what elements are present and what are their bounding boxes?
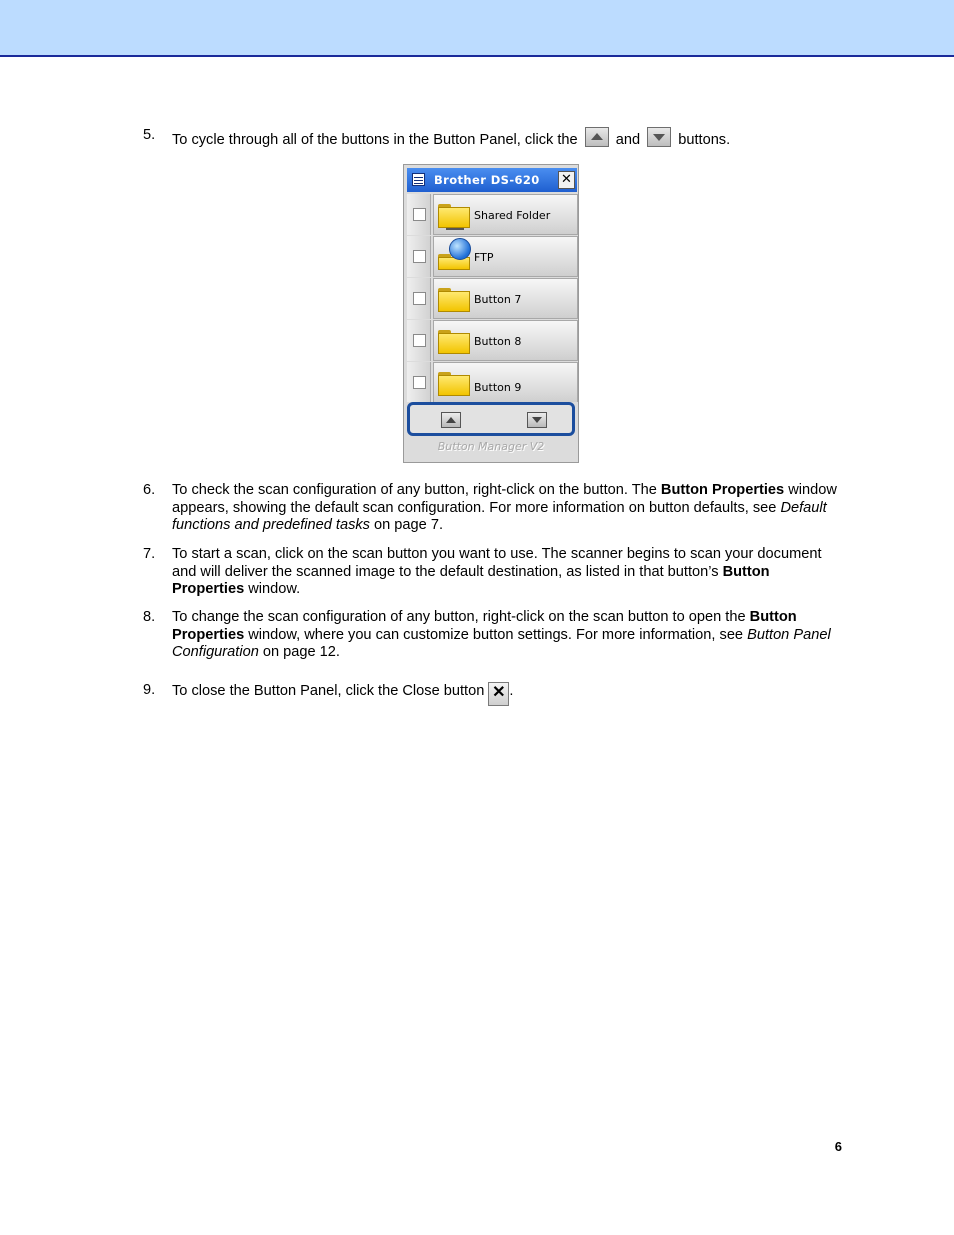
page-header-band (0, 0, 954, 57)
checkbox-cell (407, 320, 431, 361)
step-text: . (509, 683, 514, 699)
scan-button-7[interactable] (433, 278, 578, 319)
close-button[interactable]: ✕ (558, 171, 575, 189)
button-label: Button 8 (474, 335, 522, 348)
panel-button-row (407, 362, 578, 402)
shared-folder-icon (438, 204, 470, 228)
scan-button-8[interactable] (433, 320, 578, 361)
step-6 (143, 482, 843, 535)
step-text: buttons. (678, 132, 731, 148)
folder-icon (438, 330, 470, 354)
scroll-down-button[interactable] (527, 412, 547, 428)
checkbox-cell (407, 236, 431, 277)
panel-button-row (407, 194, 578, 236)
panel-title: Brother DS-620 (434, 173, 540, 187)
step-text: window appears, showing the default scan configuration. For more information on button defaults, see (172, 482, 837, 516)
scroll-up-button[interactable] (441, 412, 461, 428)
page-number: 6 (834, 1139, 842, 1154)
button-checkbox[interactable] (413, 208, 426, 221)
panel-footer-label: Button Manager V2 (437, 440, 545, 453)
up-arrow-icon (446, 417, 456, 423)
button-checkbox[interactable] (413, 334, 426, 347)
scroll-buttons-highlight (407, 402, 575, 436)
folder-icon (438, 288, 470, 312)
checkbox-cell (407, 278, 431, 319)
button-label: Button 7 (474, 293, 522, 306)
emphasis: Button Properties (172, 563, 770, 597)
button-checkbox[interactable] (413, 292, 426, 305)
button-checkbox[interactable] (413, 250, 426, 263)
step-8 (143, 609, 843, 662)
step-7 (143, 546, 843, 599)
step-text: on page 7. (369, 517, 444, 533)
step-text: on page 12. (258, 644, 340, 660)
step-number: 5. (143, 127, 156, 143)
button-label: Button 9 (474, 381, 522, 394)
panel-button-row (407, 278, 578, 320)
cross-reference: Button Panel Configuration (172, 626, 831, 660)
step-text: To change the scan configuration of any button, right-click on the scan button to open the (172, 609, 750, 625)
down-arrow-button-icon (647, 127, 671, 147)
emphasis: Button Properties (660, 482, 785, 498)
step-text: To check the scan configuration of any button, right-click on the button. The (172, 482, 661, 498)
step-text: To close the Button Panel, click the Close button (172, 683, 485, 699)
checkbox-cell (407, 362, 431, 402)
down-arrow-icon (532, 417, 542, 423)
checkbox-cell (407, 194, 431, 235)
panel-button-row (407, 236, 578, 278)
scan-button-9[interactable] (433, 362, 578, 402)
button-checkbox[interactable] (413, 376, 426, 389)
cross-reference: Default functions and predefined tasks (172, 499, 827, 533)
up-arrow-button-icon (585, 127, 609, 147)
step-number: 6. (143, 482, 156, 498)
button-label: Shared Folder (474, 209, 551, 222)
step-text: window, where you can customize button settings. For more information, see (244, 626, 748, 643)
step-text: To start a scan, click on the scan button you want to use. The scanner begins to scan your document and will deliver the scanned image to the default destination, as listed in that button’s (172, 546, 822, 580)
step-number: 9. (143, 682, 156, 698)
scan-button-ftp[interactable] (433, 236, 578, 277)
ftp-globe-folder-icon (438, 246, 470, 270)
step-text: window. (244, 581, 301, 597)
step-text: To cycle through all of the buttons in the Button Panel, click the (172, 132, 578, 148)
app-icon (412, 173, 425, 186)
step-text: and (615, 132, 641, 148)
button-panel-window (403, 164, 579, 463)
folder-icon (438, 372, 470, 396)
panel-button-row (407, 320, 578, 362)
step-number: 8. (143, 609, 156, 625)
button-label: FTP (474, 251, 494, 264)
close-button-icon: ✕ (488, 682, 509, 706)
scan-button-shared-folder[interactable] (433, 194, 578, 235)
step-number: 7. (143, 546, 156, 562)
panel-title-bar (407, 168, 577, 192)
step-9 (143, 682, 843, 706)
emphasis: Button Properties (172, 609, 797, 643)
step-5 (143, 127, 843, 150)
